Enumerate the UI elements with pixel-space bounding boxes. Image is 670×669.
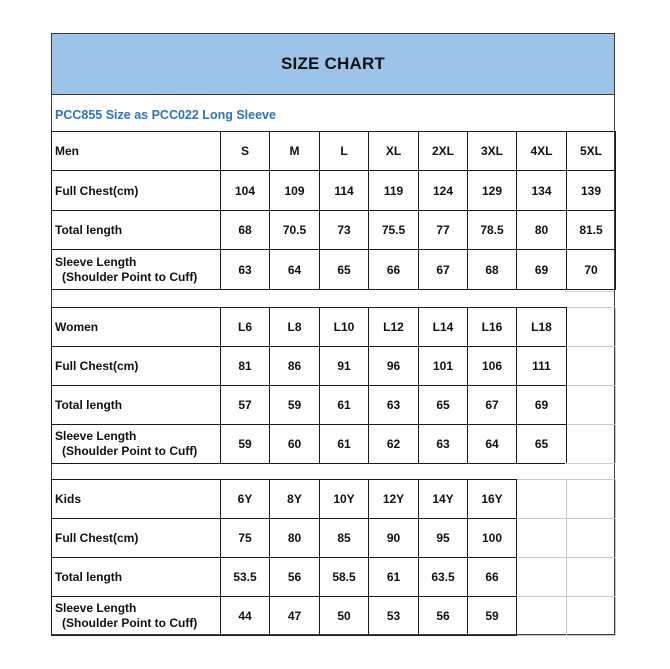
kids-length-row bbox=[52, 558, 616, 597]
men-size-row bbox=[52, 132, 616, 171]
table-cell: 56 bbox=[419, 597, 468, 636]
table-cell: 60 bbox=[270, 425, 320, 464]
women-size-row bbox=[52, 308, 616, 347]
table-cell: 62 bbox=[369, 425, 419, 464]
empty-cell bbox=[567, 308, 616, 347]
empty-cell bbox=[567, 425, 616, 464]
table-cell: 58.5 bbox=[320, 558, 369, 597]
sleeve-label-line1: Sleeve Length bbox=[55, 254, 137, 269]
empty-cell bbox=[567, 558, 616, 597]
table-cell: 80 bbox=[517, 211, 567, 250]
empty-cell bbox=[517, 480, 567, 519]
kids-size-16y: 16Y bbox=[468, 480, 517, 519]
table-cell: 106 bbox=[468, 347, 517, 386]
table-cell: 65 bbox=[517, 425, 567, 464]
table-cell: 78.5 bbox=[468, 211, 517, 250]
women-label: Women bbox=[52, 308, 221, 347]
table-cell: 63 bbox=[419, 425, 468, 464]
empty-cell bbox=[567, 347, 616, 386]
women-chest-row bbox=[52, 347, 616, 386]
table-cell: 65 bbox=[320, 250, 369, 290]
women-size-l18: L18 bbox=[517, 308, 567, 347]
table-cell: 63 bbox=[221, 250, 270, 290]
women-size-l6: L6 bbox=[221, 308, 270, 347]
empty-cell bbox=[567, 480, 616, 519]
table-cell: 101 bbox=[419, 347, 468, 386]
kids-length-label: Total length bbox=[52, 558, 221, 597]
table-cell: 75.5 bbox=[369, 211, 419, 250]
table-cell: 65 bbox=[419, 386, 468, 425]
men-sleeve-label bbox=[52, 250, 221, 290]
table-cell: 61 bbox=[369, 558, 419, 597]
table-cell: 104 bbox=[221, 171, 270, 211]
empty-cell bbox=[567, 597, 616, 636]
empty-cell bbox=[517, 558, 567, 597]
table-cell: 124 bbox=[419, 171, 468, 211]
women-size-l10: L10 bbox=[320, 308, 369, 347]
empty-cell bbox=[567, 386, 616, 425]
table-cell: 67 bbox=[419, 250, 468, 290]
women-length-row bbox=[52, 386, 616, 425]
men-size-m: M bbox=[270, 132, 320, 171]
table-cell: 64 bbox=[270, 250, 320, 290]
table-cell: 81.5 bbox=[567, 211, 616, 250]
divider bbox=[565, 463, 614, 464]
women-size-table bbox=[51, 307, 616, 464]
table-cell: 66 bbox=[369, 250, 419, 290]
divider bbox=[565, 291, 614, 292]
sleeve-label-line2: (Shoulder Point to Cuff) bbox=[62, 444, 198, 458]
kids-size-row bbox=[52, 480, 616, 519]
table-cell: 59 bbox=[270, 386, 320, 425]
kids-size-10y: 10Y bbox=[320, 480, 369, 519]
women-sleeve-row bbox=[52, 425, 616, 464]
table-cell: 73 bbox=[320, 211, 369, 250]
empty-cell bbox=[567, 519, 616, 558]
table-cell: 100 bbox=[468, 519, 517, 558]
table-cell: 86 bbox=[270, 347, 320, 386]
table-cell: 139 bbox=[567, 171, 616, 211]
table-cell: 95 bbox=[419, 519, 468, 558]
sleeve-label-line1: Sleeve Length bbox=[55, 601, 137, 615]
men-length-row bbox=[52, 211, 616, 250]
men-sleeve-row bbox=[52, 250, 616, 290]
men-size-2xl: 2XL bbox=[419, 132, 468, 171]
table-cell: 85 bbox=[320, 519, 369, 558]
women-sleeve-label bbox=[52, 425, 221, 464]
kids-chest-row bbox=[52, 519, 616, 558]
table-cell: 96 bbox=[369, 347, 419, 386]
men-size-xl: XL bbox=[369, 132, 419, 171]
chart-title: SIZE CHART bbox=[52, 34, 614, 94]
sleeve-label-line1: Sleeve Length bbox=[55, 429, 137, 443]
table-cell: 129 bbox=[468, 171, 517, 211]
table-cell: 53.5 bbox=[221, 558, 270, 597]
table-cell: 70 bbox=[567, 250, 616, 290]
table-cell: 61 bbox=[320, 425, 369, 464]
table-cell: 68 bbox=[221, 211, 270, 250]
women-size-l12: L12 bbox=[369, 308, 419, 347]
kids-size-table bbox=[51, 479, 616, 636]
table-cell: 47 bbox=[270, 597, 320, 636]
kids-size-8y: 8Y bbox=[270, 480, 320, 519]
men-size-s: S bbox=[221, 132, 270, 171]
table-cell: 134 bbox=[517, 171, 567, 211]
table-cell: 69 bbox=[517, 250, 567, 290]
women-size-l14: L14 bbox=[419, 308, 468, 347]
sleeve-label-line2: (Shoulder Point to Cuff) bbox=[62, 616, 198, 630]
women-length-label: Total length bbox=[52, 386, 221, 425]
table-cell: 61 bbox=[320, 386, 369, 425]
table-cell: 59 bbox=[221, 425, 270, 464]
kids-size-12y: 12Y bbox=[369, 480, 419, 519]
men-label: Men bbox=[52, 132, 221, 171]
men-size-l: L bbox=[320, 132, 369, 171]
table-cell: 53 bbox=[369, 597, 419, 636]
table-cell: 63 bbox=[369, 386, 419, 425]
table-cell: 59 bbox=[468, 597, 517, 636]
table-cell: 67 bbox=[468, 386, 517, 425]
men-size-4xl: 4XL bbox=[517, 132, 567, 171]
men-size-3xl: 3XL bbox=[468, 132, 517, 171]
table-cell: 75 bbox=[221, 519, 270, 558]
table-cell: 44 bbox=[221, 597, 270, 636]
table-cell: 114 bbox=[320, 171, 369, 211]
table-cell: 70.5 bbox=[270, 211, 320, 250]
kids-sleeve-label bbox=[52, 597, 221, 636]
table-cell: 64 bbox=[468, 425, 517, 464]
empty-cell bbox=[517, 519, 567, 558]
kids-size-14y: 14Y bbox=[419, 480, 468, 519]
table-cell: 109 bbox=[270, 171, 320, 211]
men-size-table bbox=[51, 131, 616, 290]
kids-sleeve-row bbox=[52, 597, 616, 636]
table-cell: 57 bbox=[221, 386, 270, 425]
table-cell: 91 bbox=[320, 347, 369, 386]
table-cell: 90 bbox=[369, 519, 419, 558]
empty-cell bbox=[517, 597, 567, 636]
women-chest-label: Full Chest(cm) bbox=[52, 347, 221, 386]
table-cell: 81 bbox=[221, 347, 270, 386]
kids-label: Kids bbox=[52, 480, 221, 519]
table-cell: 69 bbox=[517, 386, 567, 425]
women-size-l16: L16 bbox=[468, 308, 517, 347]
men-length-label: Total length bbox=[52, 211, 221, 250]
men-chest-label: Full Chest(cm) bbox=[52, 171, 221, 211]
table-cell: 66 bbox=[468, 558, 517, 597]
chart-subtitle: PCC855 Size as PCC022 Long Sleeve bbox=[52, 94, 614, 134]
men-chest-row bbox=[52, 171, 616, 211]
table-cell: 111 bbox=[517, 347, 567, 386]
table-cell: 68 bbox=[468, 250, 517, 290]
table-cell: 50 bbox=[320, 597, 369, 636]
kids-size-6y: 6Y bbox=[221, 480, 270, 519]
sleeve-label-line2: (Shoulder Point to Cuff) bbox=[62, 269, 198, 284]
table-cell: 119 bbox=[369, 171, 419, 211]
men-size-5xl: 5XL bbox=[567, 132, 616, 171]
women-size-l8: L8 bbox=[270, 308, 320, 347]
table-cell: 63.5 bbox=[419, 558, 468, 597]
table-cell: 77 bbox=[419, 211, 468, 250]
table-cell: 56 bbox=[270, 558, 320, 597]
kids-chest-label: Full Chest(cm) bbox=[52, 519, 221, 558]
table-cell: 80 bbox=[270, 519, 320, 558]
